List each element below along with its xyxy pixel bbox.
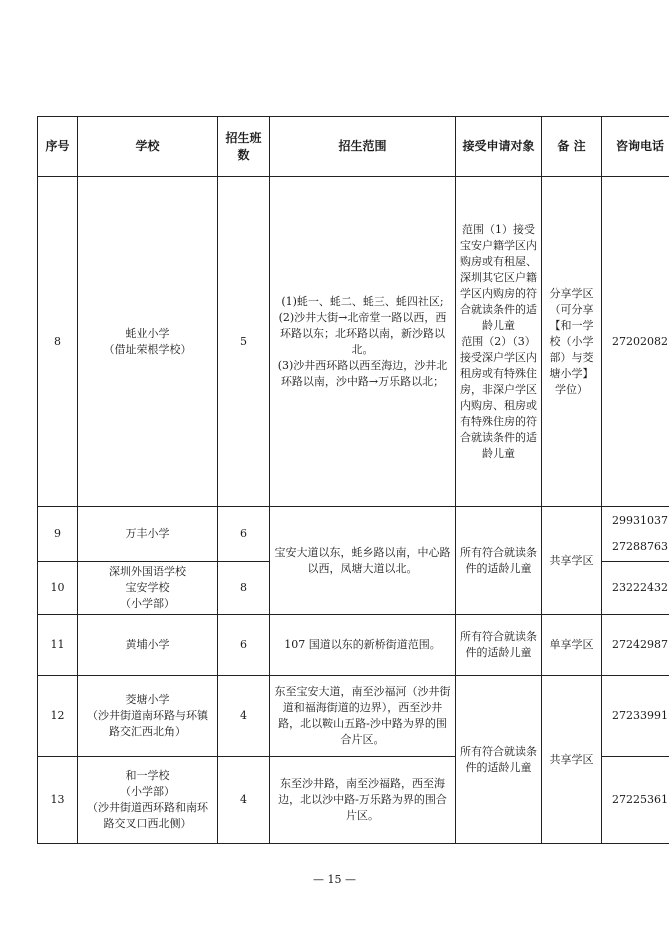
applicant-object: 所有符合就读条件的适龄儿童: [456, 507, 542, 615]
table-row-11: [38, 615, 669, 676]
table-row-9: [38, 507, 669, 562]
applicant-object: 所有符合就读条件的适龄儿童: [456, 676, 542, 844]
school-name: 茭塘小学 （沙井街道南环路与环镇路交汇西北角）: [78, 676, 218, 757]
row-no: 8: [38, 177, 78, 507]
enrollment-range: 107 国道以东的新桥街道范围。: [270, 615, 456, 676]
table-row-12: [38, 676, 669, 757]
header-no: 序号: [38, 117, 78, 177]
school-name: 和一学校 （小学部） （沙井街道西环路和南环路交叉口西北侧）: [78, 757, 218, 844]
note: 分享学区（可分享【和一学校（小学部）与茭塘小学】学位）: [542, 177, 602, 507]
school-name: 蚝业小学 （借址荣根学校）: [78, 177, 218, 507]
enrollment-range: 东至沙井路，南至沙福路，西至海边，北以沙中路-万乐路为界的围合片区。: [270, 757, 456, 844]
note: 共享学区: [542, 507, 602, 615]
row-no: 13: [38, 757, 78, 844]
page-number: — 15 —: [313, 873, 356, 886]
school-name: 深圳外国语学校 宝安学校 （小学部）: [78, 562, 218, 615]
header-range: 招生范围: [270, 117, 456, 177]
class-count: 8: [218, 562, 270, 615]
header-object: 接受申请对象: [456, 117, 542, 177]
row-no: 9: [38, 507, 78, 562]
class-count: 5: [218, 177, 270, 507]
enrollment-range: (1)蚝一、蚝二、蚝三、蚝四社区; (2)沙井大街→北帝堂一路以西，西环路以东；北环路以南，新沙路以北。 (3)沙井西环路以西至海边，沙井北环路以南，沙中路→万乐路以北；: [270, 177, 456, 507]
phone: 29931037 27288763: [602, 507, 669, 562]
enrollment-range: 东至宝安大道，南至沙福河（沙井街道和福海街道的边界），西至沙井路，北以鞍山五路-沙中路为界的围合片区。: [270, 676, 456, 757]
row-no: 12: [38, 676, 78, 757]
school-name: 万丰小学: [78, 507, 218, 562]
class-count: 4: [218, 757, 270, 844]
note: 单享学区: [542, 615, 602, 676]
phone: 27225361: [602, 757, 669, 844]
header-note: 备 注: [542, 117, 602, 177]
header-classes: 招生班数: [218, 117, 270, 177]
header-school: 学校: [78, 117, 218, 177]
enrollment-table: [37, 116, 669, 844]
header-phone: 咨询电话: [602, 117, 669, 177]
phone: 27233991: [602, 676, 669, 757]
applicant-object: 所有符合就读条件的适龄儿童: [456, 615, 542, 676]
note: 共享学区: [542, 676, 602, 844]
table-row-8: [38, 177, 669, 507]
class-count: 6: [218, 507, 270, 562]
applicant-object: 范围（1）接受宝安户籍学区内购房或有租屋、深圳其它区户籍学区内购房的符合就读条件的适龄儿童 范围（2）（3）接受深户学区内租房或有特殊住房，非深户学区内购房、租房或有特殊住房的符合就读条件的适龄儿童: [456, 177, 542, 507]
enrollment-range: 宝安大道以东，蚝乡路以南，中心路以西，凤塘大道以北。: [270, 507, 456, 615]
class-count: 6: [218, 615, 270, 676]
row-no: 10: [38, 562, 78, 615]
row-no: 11: [38, 615, 78, 676]
school-name: 黄埔小学: [78, 615, 218, 676]
class-count: 4: [218, 676, 270, 757]
phone: 27242987: [602, 615, 669, 676]
phone: 23222432: [602, 562, 669, 615]
header-row: [38, 117, 669, 177]
phone: 27202082: [602, 177, 669, 507]
